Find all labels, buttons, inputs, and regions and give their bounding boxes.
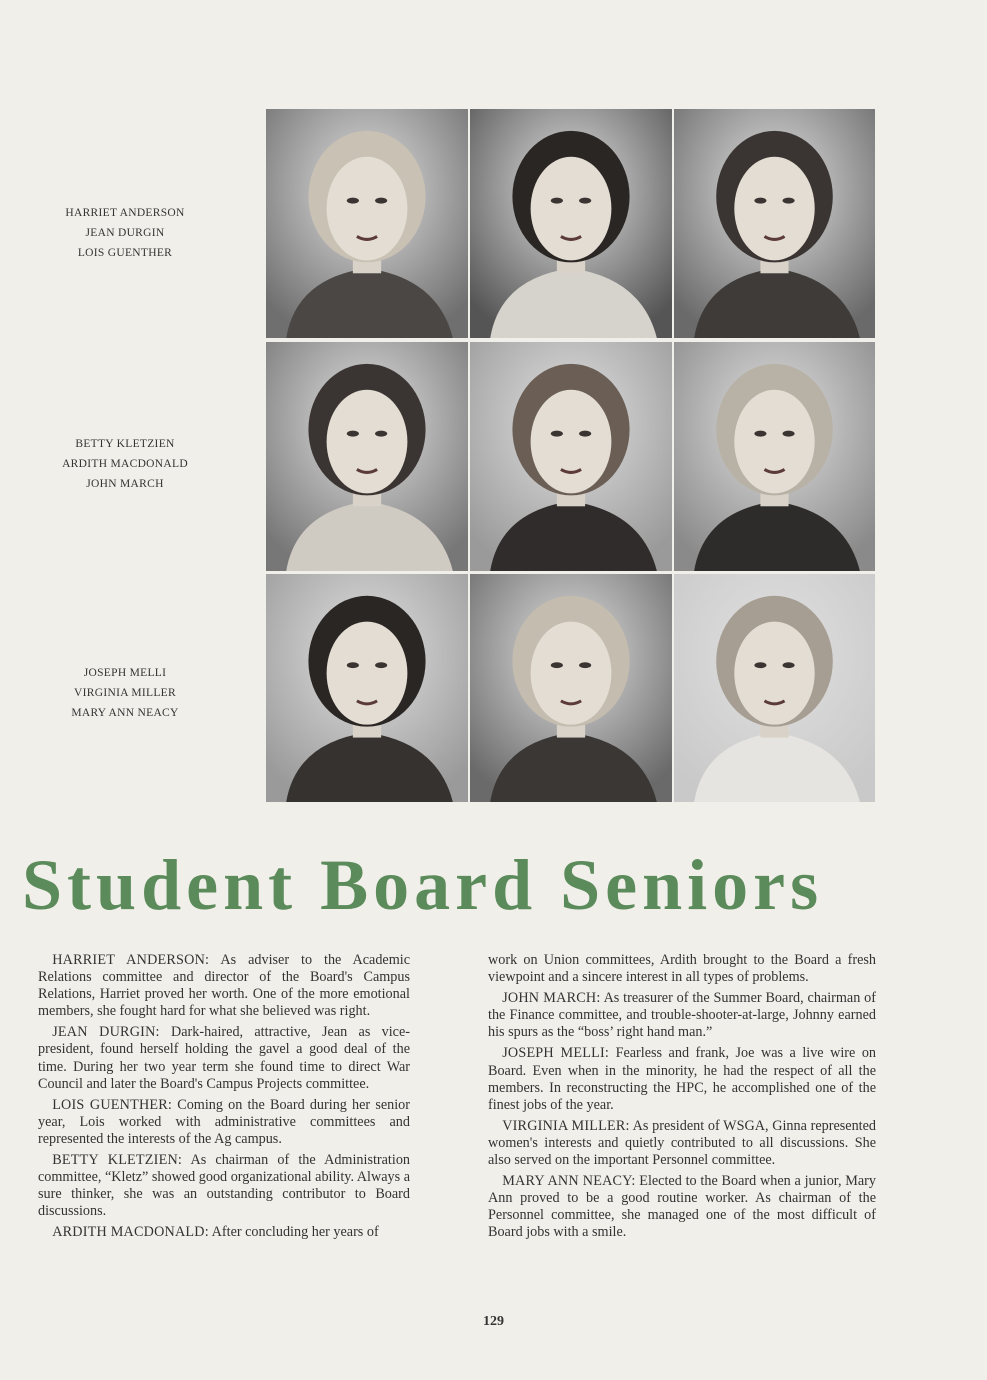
page-title: Student Board Seniors	[22, 845, 824, 925]
bio-name: MARY ANN NEACY:	[502, 1173, 636, 1190]
bio-paragraph	[488, 1173, 876, 1241]
portrait-photo	[674, 342, 875, 571]
caption-name: MARY ANN NEACY	[71, 707, 179, 719]
bio-name: BETTY KLETZIEN:	[52, 1152, 183, 1169]
portrait-image	[470, 574, 672, 802]
left-column	[38, 952, 410, 1246]
portrait-photo	[674, 109, 875, 338]
bio-name: JEAN DURGIN:	[52, 1024, 160, 1041]
portrait-image	[266, 342, 468, 571]
portrait-image	[674, 109, 875, 338]
portrait-photo	[674, 574, 875, 802]
bio-paragraph	[38, 1152, 410, 1220]
caption-name: BETTY KLETZIEN	[75, 438, 175, 450]
bio-name: LOIS GUENTHER:	[52, 1096, 173, 1113]
portrait-photo	[266, 574, 468, 802]
bio-text: As adviser to the Academic Relations committee and director of the Board's Campus Relations, Harriet proved her worth. One of the more emotional members, she fought hard for what she believed was right.	[38, 952, 411, 1020]
bio-text: Elected to the Board when a junior, Mary Ann proved to be a good routine worker. As chairman of the Personnel committee, she managed one of the most difficult of Board jobs with a smile.	[488, 1173, 877, 1241]
bio-text: Fearless and frank, Joe was a live wire on Board. Even when in the minority, he had the respect of all the members. In reconstructing the HPC, he accomplished one of the finest jobs of the year.	[488, 1045, 877, 1113]
bio-text: As president of WSGA, Ginna represented women's interests and quietly contributed to all discussions. She also served on the important Personnel committee.	[488, 1117, 877, 1169]
bio-paragraph	[38, 1097, 410, 1148]
caption-name: LOIS GUENTHER	[77, 247, 173, 259]
portrait-photo	[470, 342, 672, 571]
caption-name: JOHN MARCH	[86, 478, 164, 490]
caption-name: JOSEPH MELLI	[83, 667, 167, 679]
bio-text: As chairman of the Administration committee, “Kletz” showed good organizational ability. Always a sure thinker, she was an outstanding contributor to Board discussions.	[38, 1152, 411, 1220]
bio-text: Coming on the Board during her senior year, Lois worked with administrative committees and represented the interests of the Ag campus.	[38, 1096, 411, 1147]
caption-name: ARDITH MACDONALD	[62, 458, 188, 470]
bio-paragraph	[488, 952, 876, 986]
portrait-image	[266, 109, 468, 338]
caption-name: JEAN DURGIN	[85, 227, 165, 239]
bio-paragraph	[488, 1118, 876, 1169]
portrait-photo	[266, 109, 468, 338]
portrait-photo	[470, 574, 672, 802]
bio-paragraph	[38, 952, 410, 1020]
bio-name: JOSEPH MELLI:	[502, 1045, 610, 1062]
bio-name: HARRIET ANDERSON:	[52, 952, 210, 968]
portrait-photo	[266, 342, 468, 571]
bio-name: JOHN MARCH:	[502, 990, 601, 1007]
bio-paragraph	[488, 1045, 876, 1113]
portrait-image	[470, 109, 672, 338]
caption-name: VIRGINIA MILLER	[74, 687, 176, 699]
bio-paragraph	[38, 1224, 410, 1241]
portrait-image	[266, 574, 468, 802]
caption-name: HARRIET ANDERSON	[65, 207, 185, 219]
bio-paragraph	[38, 1024, 410, 1092]
portrait-image	[674, 342, 875, 571]
bio-name: ARDITH MACDONALD:	[52, 1224, 209, 1241]
bio-text: As treasurer of the Summer Board, chairman of the Finance committee, and trouble-shooter-at-large, Johnny earned his spurs as the “boss’ right hand man.”	[488, 990, 877, 1041]
caption-row-2	[40, 434, 210, 494]
bio-text: work on Union committees, Ardith brought to the Board a fresh viewpoint and a sincere interest in all types of problems.	[488, 952, 876, 986]
portrait-image	[674, 574, 875, 802]
right-column	[488, 952, 876, 1246]
page-number: 129	[483, 1314, 504, 1329]
caption-row-1	[40, 203, 210, 263]
caption-row-3	[40, 663, 210, 723]
bio-name: VIRGINIA MILLER:	[502, 1117, 630, 1134]
bio-text: Dark-haired, attractive, Jean as vice-president, found herself holding the gavel a good deal of the time. During her two year term she found time to direct War Council and later the Board's Campus Projects committee.	[38, 1024, 410, 1092]
bio-text: After concluding her years of	[211, 1224, 379, 1241]
portrait-photo	[470, 109, 672, 338]
bio-paragraph	[488, 990, 876, 1041]
portrait-image	[470, 342, 672, 571]
